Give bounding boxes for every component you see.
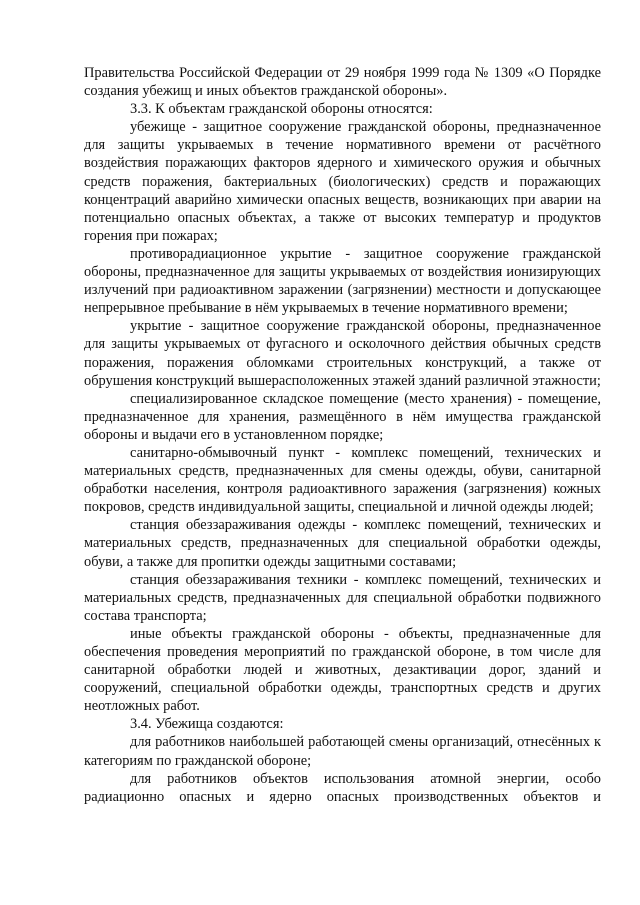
section-heading-3-4: 3.4. Убежища создаются: (130, 716, 284, 733)
paragraph-shelter-definition: убежище - защитное сооружение гражданской обороны, предназначенное для защиты укрываемых в течение нормативного времени от расчётного воздействия поражающих факторов ядерного и химического оружия и обычных средств поражения, бактериальных (биологических) средств и поражающих концентраций аварийно химически опасных веществ, возникающих при аварии на потенциально опасных объектах, а также от высоких температур и продуктов горения при пожарах; (84, 119, 601, 244)
paragraph-other-objects: иные объекты гражданской обороны - объекты, предназначенные для обеспечения проведения мероприятий по гражданской обороне, в том числе для санитарной обработки людей и животных, дезактивации дорог, зданий и сооружений, специальной обработки одежды, транспортных средств и других неотложных работ. (84, 625, 601, 715)
paragraph-vehicle-station: станция обеззараживания техники - комплекс помещений, технических и материальных средств, предназначенных для специальной обработки подвижного состава транспорта; (84, 571, 601, 624)
paragraph-clothing-station: станция обеззараживания одежды - комплекс помещений, технических и материальных средств, предназначенных для специальной обработки одежды, обуви, а также для пропитки одежды защитными составами; (84, 517, 601, 570)
paragraph-shelters-for-nuclear-workers: для работников объектов использования атомной энергии, особо радиационно опасных и ядерно опасных производственных объектов и (84, 770, 601, 805)
document-page (84, 64, 601, 806)
paragraph-shelters-for-workers: для работников наибольшей работающей смены организаций, отнесённых к категориям по гражданской обороне; (84, 734, 601, 769)
paragraph-anti-radiation-shelter: противорадиационное укрытие - защитное сооружение гражданской обороны, предназначенное для защиты укрываемых от воздействия ионизирующих излучений при радиоактивном заражении (загрязнении) местности и допускающее непрерывное пребывание в нём укрываемых в течение нормативного времени; (84, 245, 601, 317)
paragraph-cover-definition: укрытие - защитное сооружение гражданской обороны, предназначенное для защиты укрываемых от фугасного и осколочного действия обычных средств поражения, поражения обломками строительных конструкций, а также от обрушения конструкций вышерасположенных этажей зданий различной этажности; (84, 318, 601, 389)
paragraph-sanitary-point: санитарно-обмывочный пункт - комплекс помещений, технических и материальных средств, предназначенных для смены одежды, обуви, санитарной обработки населения, контроля радиоактивного заражения (загрязнения) кожных покровов, средств индивидуальной защиты, специальной и личной одежды людей; (84, 444, 601, 516)
paragraph-decree-reference: Правительства Российской Федерации от 29 ноября 1999 года № 1309 «О Порядке создания убежищ и иных объектов гражданской обороны». (84, 65, 601, 100)
section-heading-3-3: 3.3. К объектам гражданской обороны относятся: (130, 101, 433, 118)
paragraph-storage-room: специализированное складское помещение (место хранения) - помещение, предназначенное для хранения, размещённого в нём имущества гражданской обороны и выдачи его в установленном порядке; (84, 390, 601, 443)
